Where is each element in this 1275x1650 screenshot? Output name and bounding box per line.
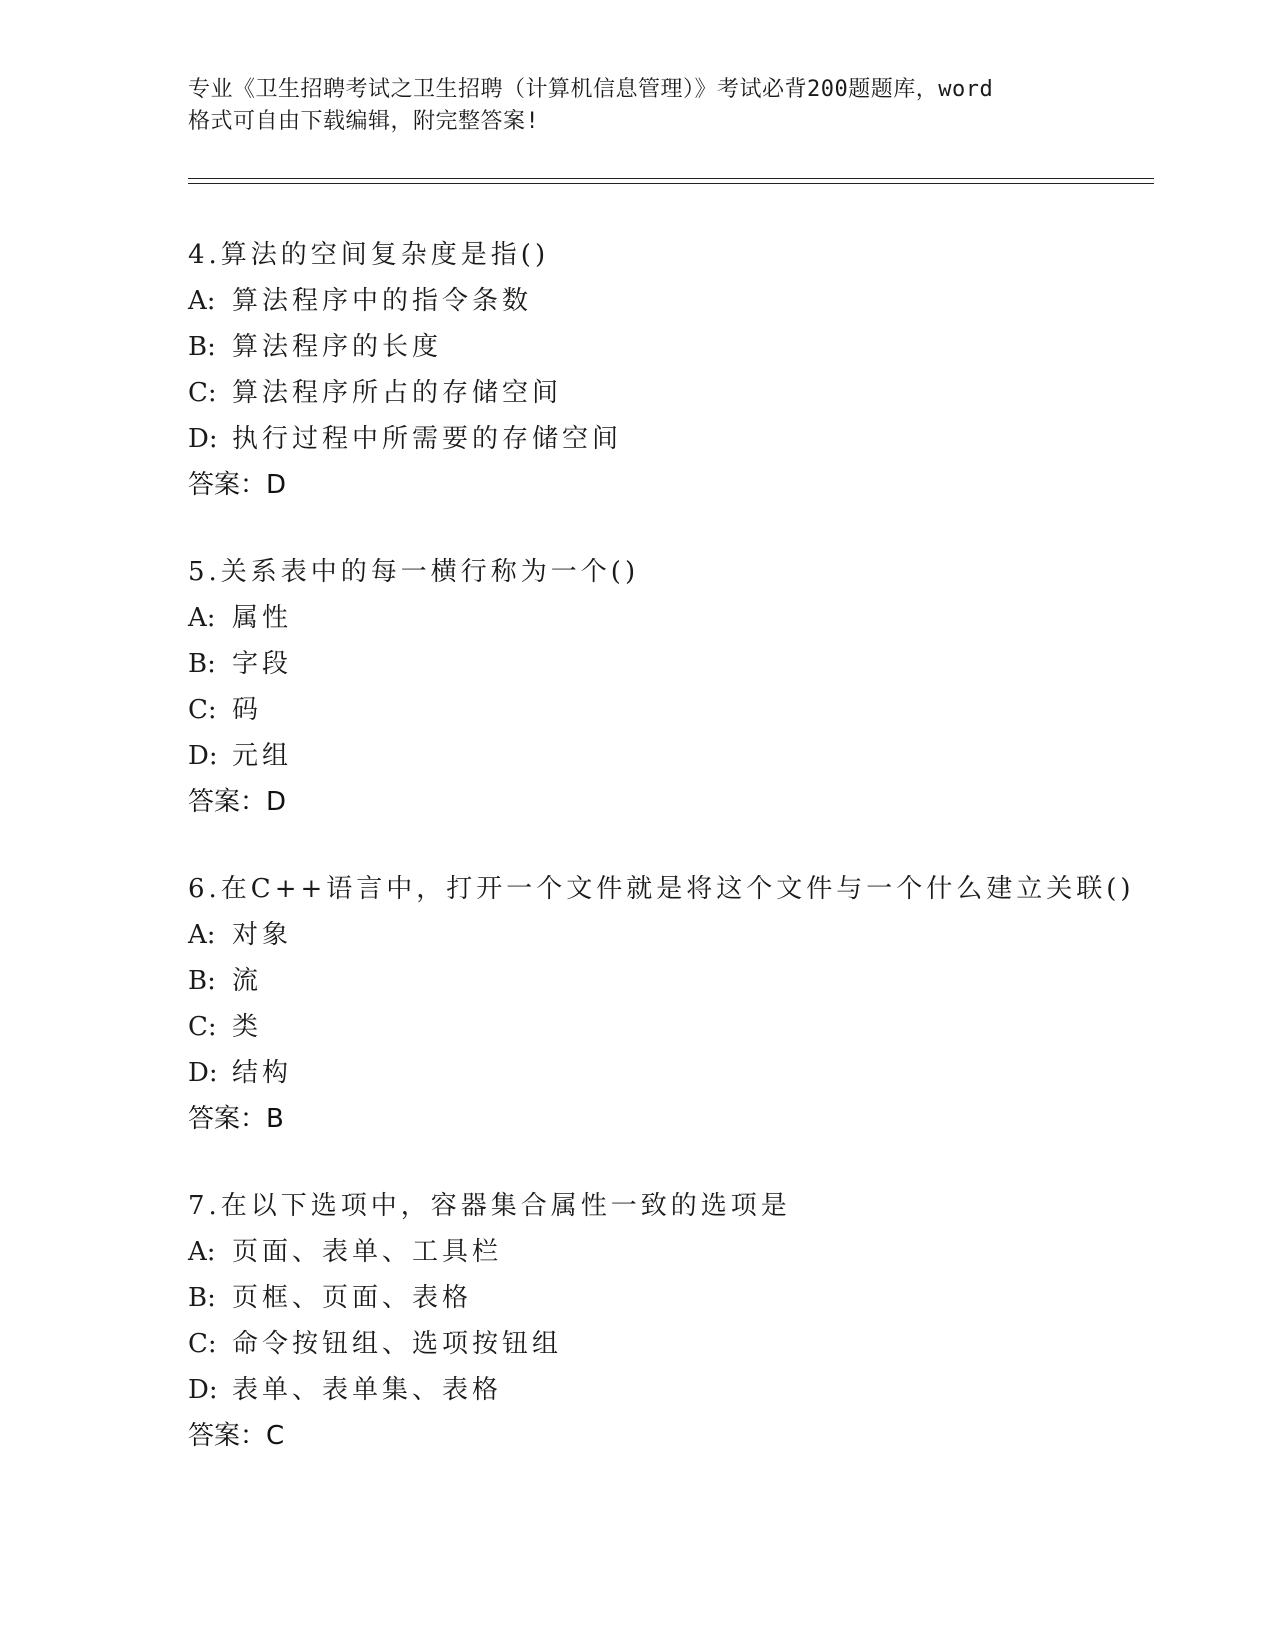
question-item [188, 549, 1154, 825]
option-letter: D: [188, 1058, 218, 1088]
option-d [188, 733, 1154, 779]
option-text: 元组 [232, 741, 293, 771]
option-c [188, 370, 1154, 416]
option-text: 类 [232, 1012, 263, 1042]
option-text: 对象 [232, 920, 293, 950]
option-letter: A: [188, 920, 216, 950]
question-item [188, 1183, 1154, 1459]
answer-line: 答案：C [188, 1421, 285, 1451]
question-stem: 7.在以下选项中，容器集合属性一致的选项是 [188, 1191, 791, 1221]
question-stem: 5.关系表中的每一横行称为一个() [188, 557, 640, 587]
option-text: 命令按钮组、选项按钮组 [232, 1329, 563, 1359]
question-list [188, 232, 1154, 1500]
option-letter: B: [188, 966, 216, 996]
option-d [188, 1050, 1154, 1096]
option-letter: D: [188, 1375, 218, 1405]
answer-line: 答案：D [188, 787, 287, 817]
option-text: 流 [232, 966, 263, 996]
option-letter: A: [188, 603, 216, 633]
option-text: 页面、表单、工具栏 [232, 1237, 503, 1267]
question-item [188, 232, 1154, 508]
option-letter: C: [188, 1012, 217, 1042]
option-a [188, 1229, 1154, 1275]
option-letter: B: [188, 1283, 216, 1313]
document-header [188, 74, 1088, 138]
option-d [188, 416, 1154, 462]
option-text: 码 [232, 695, 263, 725]
option-letter: C: [188, 378, 217, 408]
option-letter: C: [188, 1329, 217, 1359]
option-letter: D: [188, 741, 218, 771]
option-text: 表单、表单集、表格 [232, 1375, 503, 1405]
option-letter: A: [188, 286, 216, 316]
option-text: 算法程序所占的存储空间 [232, 378, 563, 408]
option-c [188, 1321, 1154, 1367]
header-line-2: 格式可自由下载编辑，附完整答案! [188, 109, 540, 134]
option-b [188, 1275, 1154, 1321]
option-b [188, 641, 1154, 687]
option-letter: B: [188, 649, 216, 679]
option-letter: C: [188, 695, 217, 725]
header-divider-bottom [188, 183, 1154, 184]
question-stem: 6.在C++语言中，打开一个文件就是将这个文件与一个什么建立关联() [188, 874, 1135, 904]
option-c [188, 1004, 1154, 1050]
option-letter: A: [188, 1237, 216, 1267]
option-b [188, 958, 1154, 1004]
header-divider-top [188, 178, 1154, 179]
option-c [188, 687, 1154, 733]
option-a [188, 595, 1154, 641]
option-text: 字段 [232, 649, 293, 679]
question-stem: 4.算法的空间复杂度是指() [188, 240, 550, 270]
option-letter: D: [188, 424, 218, 454]
answer-line: 答案：D [188, 470, 287, 500]
answer-line: 答案：B [188, 1104, 284, 1134]
option-text: 页框、页面、表格 [232, 1283, 473, 1313]
header-line-1: 专业《卫生招聘考试之卫生招聘（计算机信息管理）》考试必背200题题库，word [188, 77, 994, 102]
option-a [188, 278, 1154, 324]
option-d [188, 1367, 1154, 1413]
option-b [188, 324, 1154, 370]
question-item [188, 866, 1154, 1142]
option-text: 算法程序的长度 [232, 332, 443, 362]
option-text: 结构 [232, 1058, 293, 1088]
option-text: 算法程序中的指令条数 [232, 286, 533, 316]
option-text: 属性 [232, 603, 293, 633]
option-text: 执行过程中所需要的存储空间 [232, 424, 623, 454]
option-letter: B: [188, 332, 216, 362]
option-a [188, 912, 1154, 958]
